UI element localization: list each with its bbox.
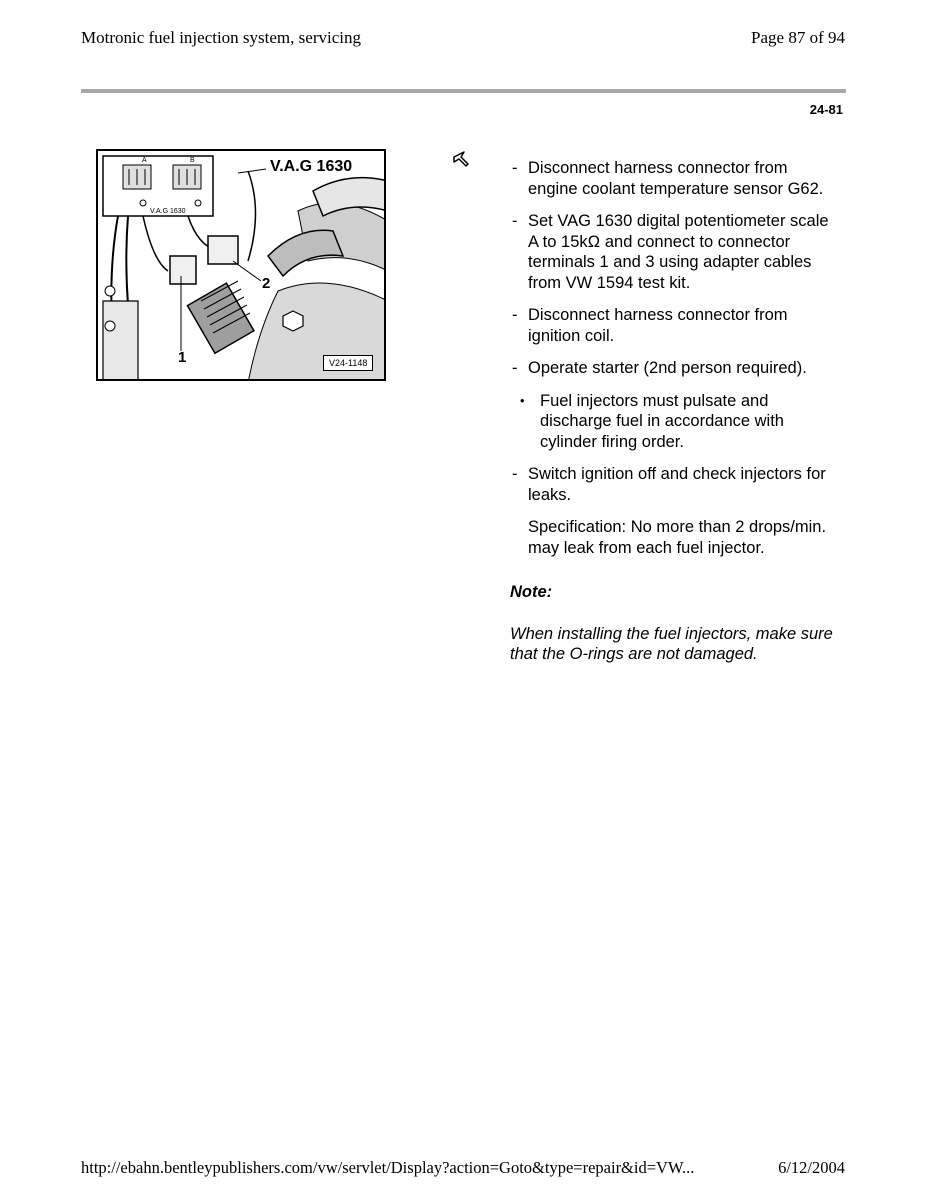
engine-connector-drawing xyxy=(98,151,386,381)
figure-reference-code: V24-1148 xyxy=(323,355,373,371)
step-dash: - xyxy=(512,359,518,377)
footer-url: http://ebahn.bentleypublishers.com/vw/servlet/Display?action=Goto&type=repair&id=VW... xyxy=(81,1158,695,1177)
arrow-pointer-icon xyxy=(452,150,470,168)
step-item xyxy=(510,358,840,379)
step-item xyxy=(510,158,840,199)
step-item xyxy=(510,211,840,293)
figure-title: V.A.G 1630 xyxy=(270,158,353,175)
port-b-label: B xyxy=(190,157,195,164)
step-dash: - xyxy=(512,306,518,324)
document-title: Motronic fuel injection system, servicing xyxy=(81,28,361,47)
bullet-text: Fuel injectors must pulsate and discharge fuel in accordance with cylinder firing order. xyxy=(540,391,784,451)
step-dash: - xyxy=(512,465,518,483)
port-a-label: A xyxy=(142,157,147,164)
connector-illustration xyxy=(96,149,386,381)
step-item xyxy=(510,305,840,346)
note-text: When installing the fuel injectors, make sure that the O-rings are not damaged. xyxy=(510,624,833,663)
step-dash: - xyxy=(512,212,518,230)
bullet-item xyxy=(510,391,840,453)
footer-date: 6/12/2004 xyxy=(778,1158,845,1177)
step-text: Disconnect harness connector from engine coolant temperature sensor G62. xyxy=(528,159,824,198)
step-text: Operate starter (2nd person required). xyxy=(528,359,807,377)
header-divider xyxy=(81,89,846,93)
step-text: Switch ignition off and check injectors for leaks. xyxy=(528,465,826,504)
device-label: V.A.G 1630 xyxy=(150,208,186,215)
callout-1: 1 xyxy=(178,349,187,366)
procedure-steps xyxy=(510,158,840,665)
step-item xyxy=(510,464,840,505)
specification-text: Specification: No more than 2 drops/min. may leak from each fuel injector. xyxy=(528,518,827,557)
note-label: Note: xyxy=(510,583,553,601)
section-number: 24-81 xyxy=(809,102,843,117)
page-number: Page 87 of 94 xyxy=(751,28,845,47)
step-text: Disconnect harness connector from ignition coil. xyxy=(528,306,788,345)
bullet-dot: • xyxy=(520,392,525,408)
step-dash: - xyxy=(512,159,518,177)
step-text: Set VAG 1630 digital potentiometer scale A to 15kΩ and connect to connector terminals 1 and 3 using adapter cables from VW 1594 test kit. xyxy=(528,212,829,292)
callout-2: 2 xyxy=(262,275,271,292)
